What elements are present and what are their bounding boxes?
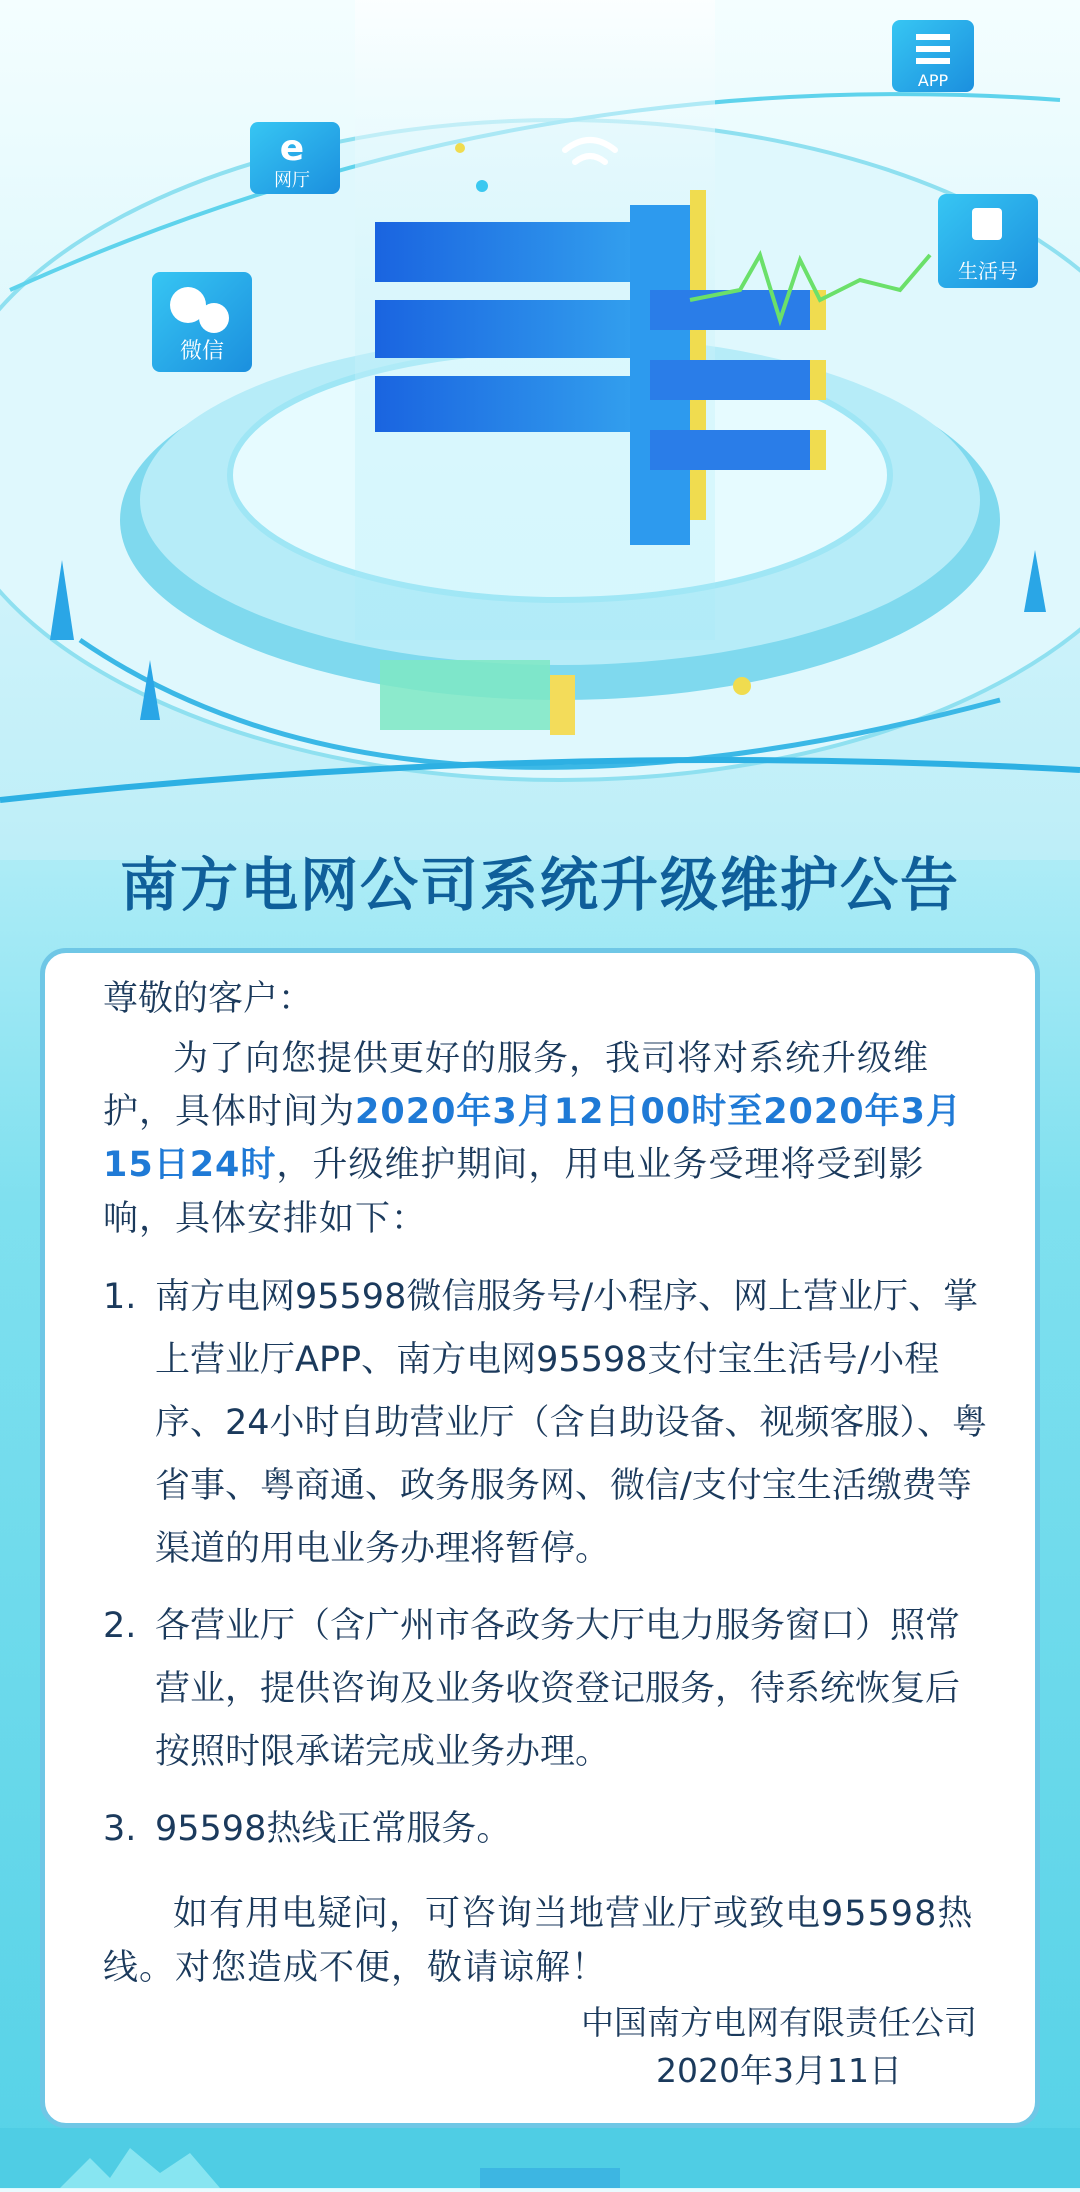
web-hall-label: 网厅 xyxy=(274,170,310,191)
item-text: 南方电网95598微信服务号/小程序、网上营业厅、掌上营业厅APP、南方电网95598支付宝生活号/小程序、24小时自助营业厅（含自助设备、视频客服）、粤省事、粤商通、政务服务网、微信/支付宝生活缴费等渠道的用电业务办理将暂停。 xyxy=(155,1276,988,1569)
item-number: 1. xyxy=(103,1276,137,1317)
company-name: 中国南方电网有限责任公司 xyxy=(581,2003,977,2042)
app-tile xyxy=(892,20,974,92)
footer-decoration xyxy=(0,2128,1080,2188)
intro-paragraph xyxy=(103,1033,991,1246)
item-text: 各营业厅（含广州市各政务大厅电力服务窗口）照常营业，提供咨询及业务收资登记服务，待系统恢复后按照时限承诺完成业务办理。 xyxy=(155,1605,961,1772)
hero-illustration xyxy=(0,0,1080,860)
notice-date: 2020年3月11日 xyxy=(656,2051,902,2090)
list-item xyxy=(103,1266,991,1581)
life-service-label: 生活号 xyxy=(958,259,1018,283)
item-number: 2. xyxy=(103,1605,137,1646)
intro-text-after: ，升级维护期间，用电业务受理将受到影响，具体安排如下： xyxy=(103,1145,925,1239)
svg-text:e: e xyxy=(279,128,305,169)
item-number: 3. xyxy=(103,1808,137,1849)
closing-paragraph: 如有用电疑问，可咨询当地营业厅或致电95598热线。对您造成不便，敬请谅解！ xyxy=(103,1893,974,1988)
maintenance-period: 2020年3月12日00时至2020年3月15日24时 xyxy=(103,1092,962,1186)
app-label: APP xyxy=(917,71,949,90)
life-service-tile xyxy=(938,194,1038,288)
item-text: 95598热线正常服务。 xyxy=(155,1808,512,1849)
arrangement-list xyxy=(103,1266,991,1861)
announcement-title: 南方电网公司系统升级维护公告 xyxy=(119,851,960,919)
list-item xyxy=(103,1798,991,1861)
greeting: 尊敬的客户： xyxy=(103,979,314,1019)
wechat-label: 微信 xyxy=(179,339,225,364)
signature-block xyxy=(581,1999,977,2095)
notice-card xyxy=(40,948,1040,2128)
wechat-tile xyxy=(152,272,252,372)
web-hall-tile xyxy=(250,122,340,194)
intro-text-before: 为了向您提供更好的服务，我司将对系统升级维护，具体时间为 xyxy=(103,1039,930,1133)
list-item xyxy=(103,1595,991,1784)
